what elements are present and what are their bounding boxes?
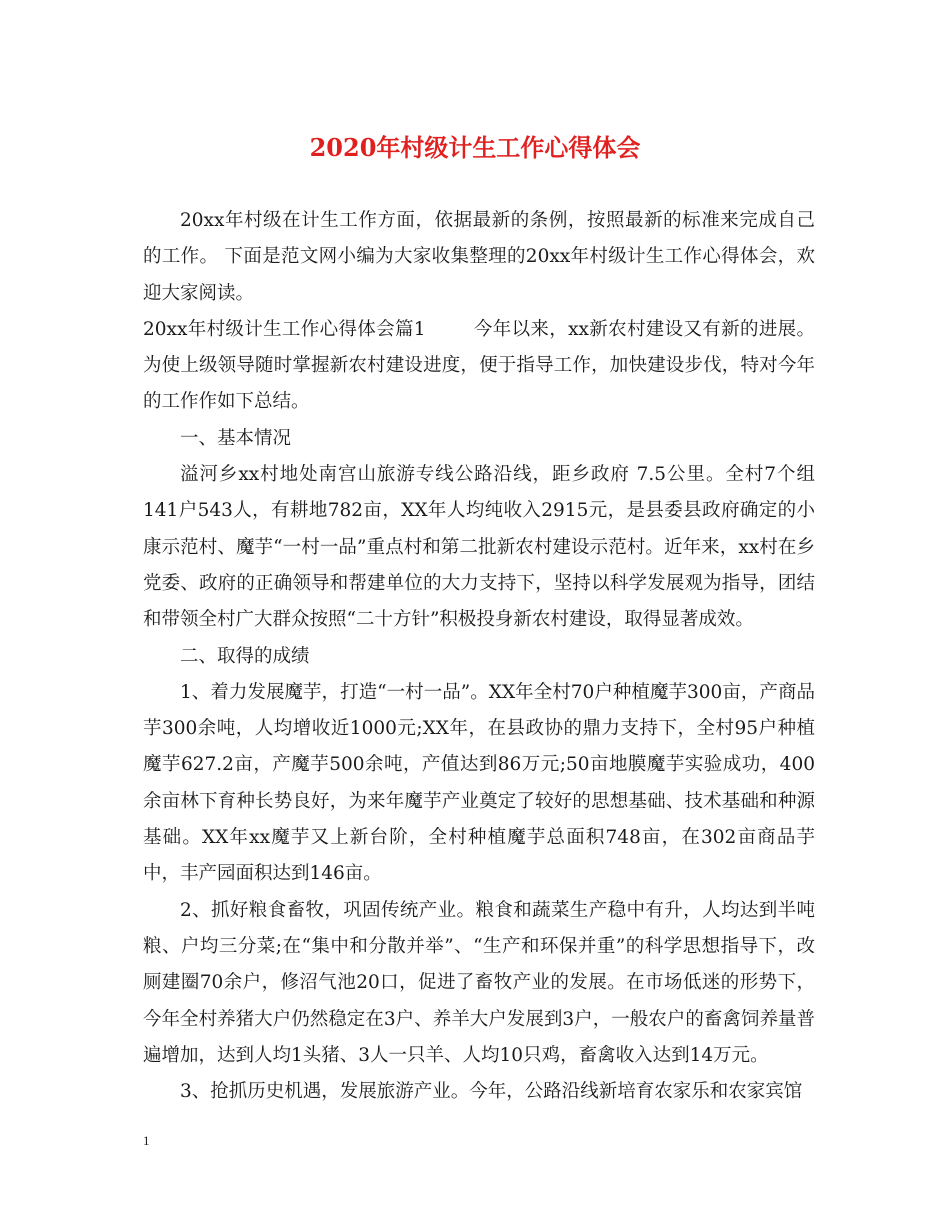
section-paragraph	[143, 312, 815, 421]
achievement-paragraph-2: 2、抓好粮食畜牧，巩固传统产业。粮食和蔬菜生产稳中有升，人均达到半吨粮、户均三分菜;在“集中和分散并举”、“生产和环保并重”的科学思想指导下，改厕建圈70余户，修沼气池20口，促进了畜牧产业的发展。在市场低迷的形势下，今年全村养猪大户仍然稳定在3户、养羊大户发展到3户，一般农户的畜禽饲养量普遍增加，达到人均1头猪、3人一只羊、人均10只鸡，畜禽收入达到14万元。	[143, 899, 815, 1066]
intro-paragraph: 20xx年村级在计生工作方面，依据最新的条例，按照最新的标准来完成自己的工作。 下面是范文网小编为大家收集整理的20xx年村级计生工作心得体会，欢迎大家阅读。	[143, 210, 815, 304]
section-heading: 20xx年村级计生工作心得体会篇1	[143, 318, 426, 340]
page-title: 2020年村级计生工作心得体会	[309, 133, 641, 162]
section-first-text: 今年以来，xx新农村建设又有新的进展。为使上级领导随时掌握新农村建设进度，便于指导工作，加快建设步伐，特对今年的工作作如下总结。	[143, 318, 815, 413]
heading-achievements: 二、取得的成绩	[180, 645, 310, 667]
heading-basic-situation: 一、基本情况	[180, 427, 292, 449]
achievement-paragraph-1: 1、着力发展魔芋，打造“一村一品”。XX年全村70户种植魔芋300亩，产商品芋300余吨，人均增收近1000元;XX年，在县政协的鼎力支持下，全村95户种植魔芋627.2亩，产魔芋500余吨，产值达到86万元;50亩地膜魔芋实验成功，400余亩林下育种长势良好，为来年魔芋产业奠定了较好的思想基础、技术基础和种源基础。XX年xx魔芋又上新台阶，全村种植魔芋总面积748亩，在302亩商品芋中，丰产园面积达到146亩。	[143, 681, 815, 885]
achievement-paragraph-3: 3、抢抓历史机遇，发展旅游产业。今年，公路沿线新培育农家乐和农家宾馆	[180, 1081, 803, 1103]
basic-situation-paragraph: 溢河乡xx村地处南宫山旅游专线公路沿线，距乡政府 7.5公里。全村7个组141户543人，有耕地782亩，XX年人均纯收入2915元，是县委县政府确定的小康示范村、魔芋“一村一品”重点村和第二批新农村建设示范村。近年来，xx村在乡党委、政府的正确领导和帮建单位的大力支持下，坚持以科学发展观为指导，团结和带领全村广大群众按照“二十方针”积极投身新农村建设，取得显著成效。	[143, 464, 815, 631]
page-number: 1	[143, 1133, 150, 1148]
document-body	[143, 203, 815, 1110]
